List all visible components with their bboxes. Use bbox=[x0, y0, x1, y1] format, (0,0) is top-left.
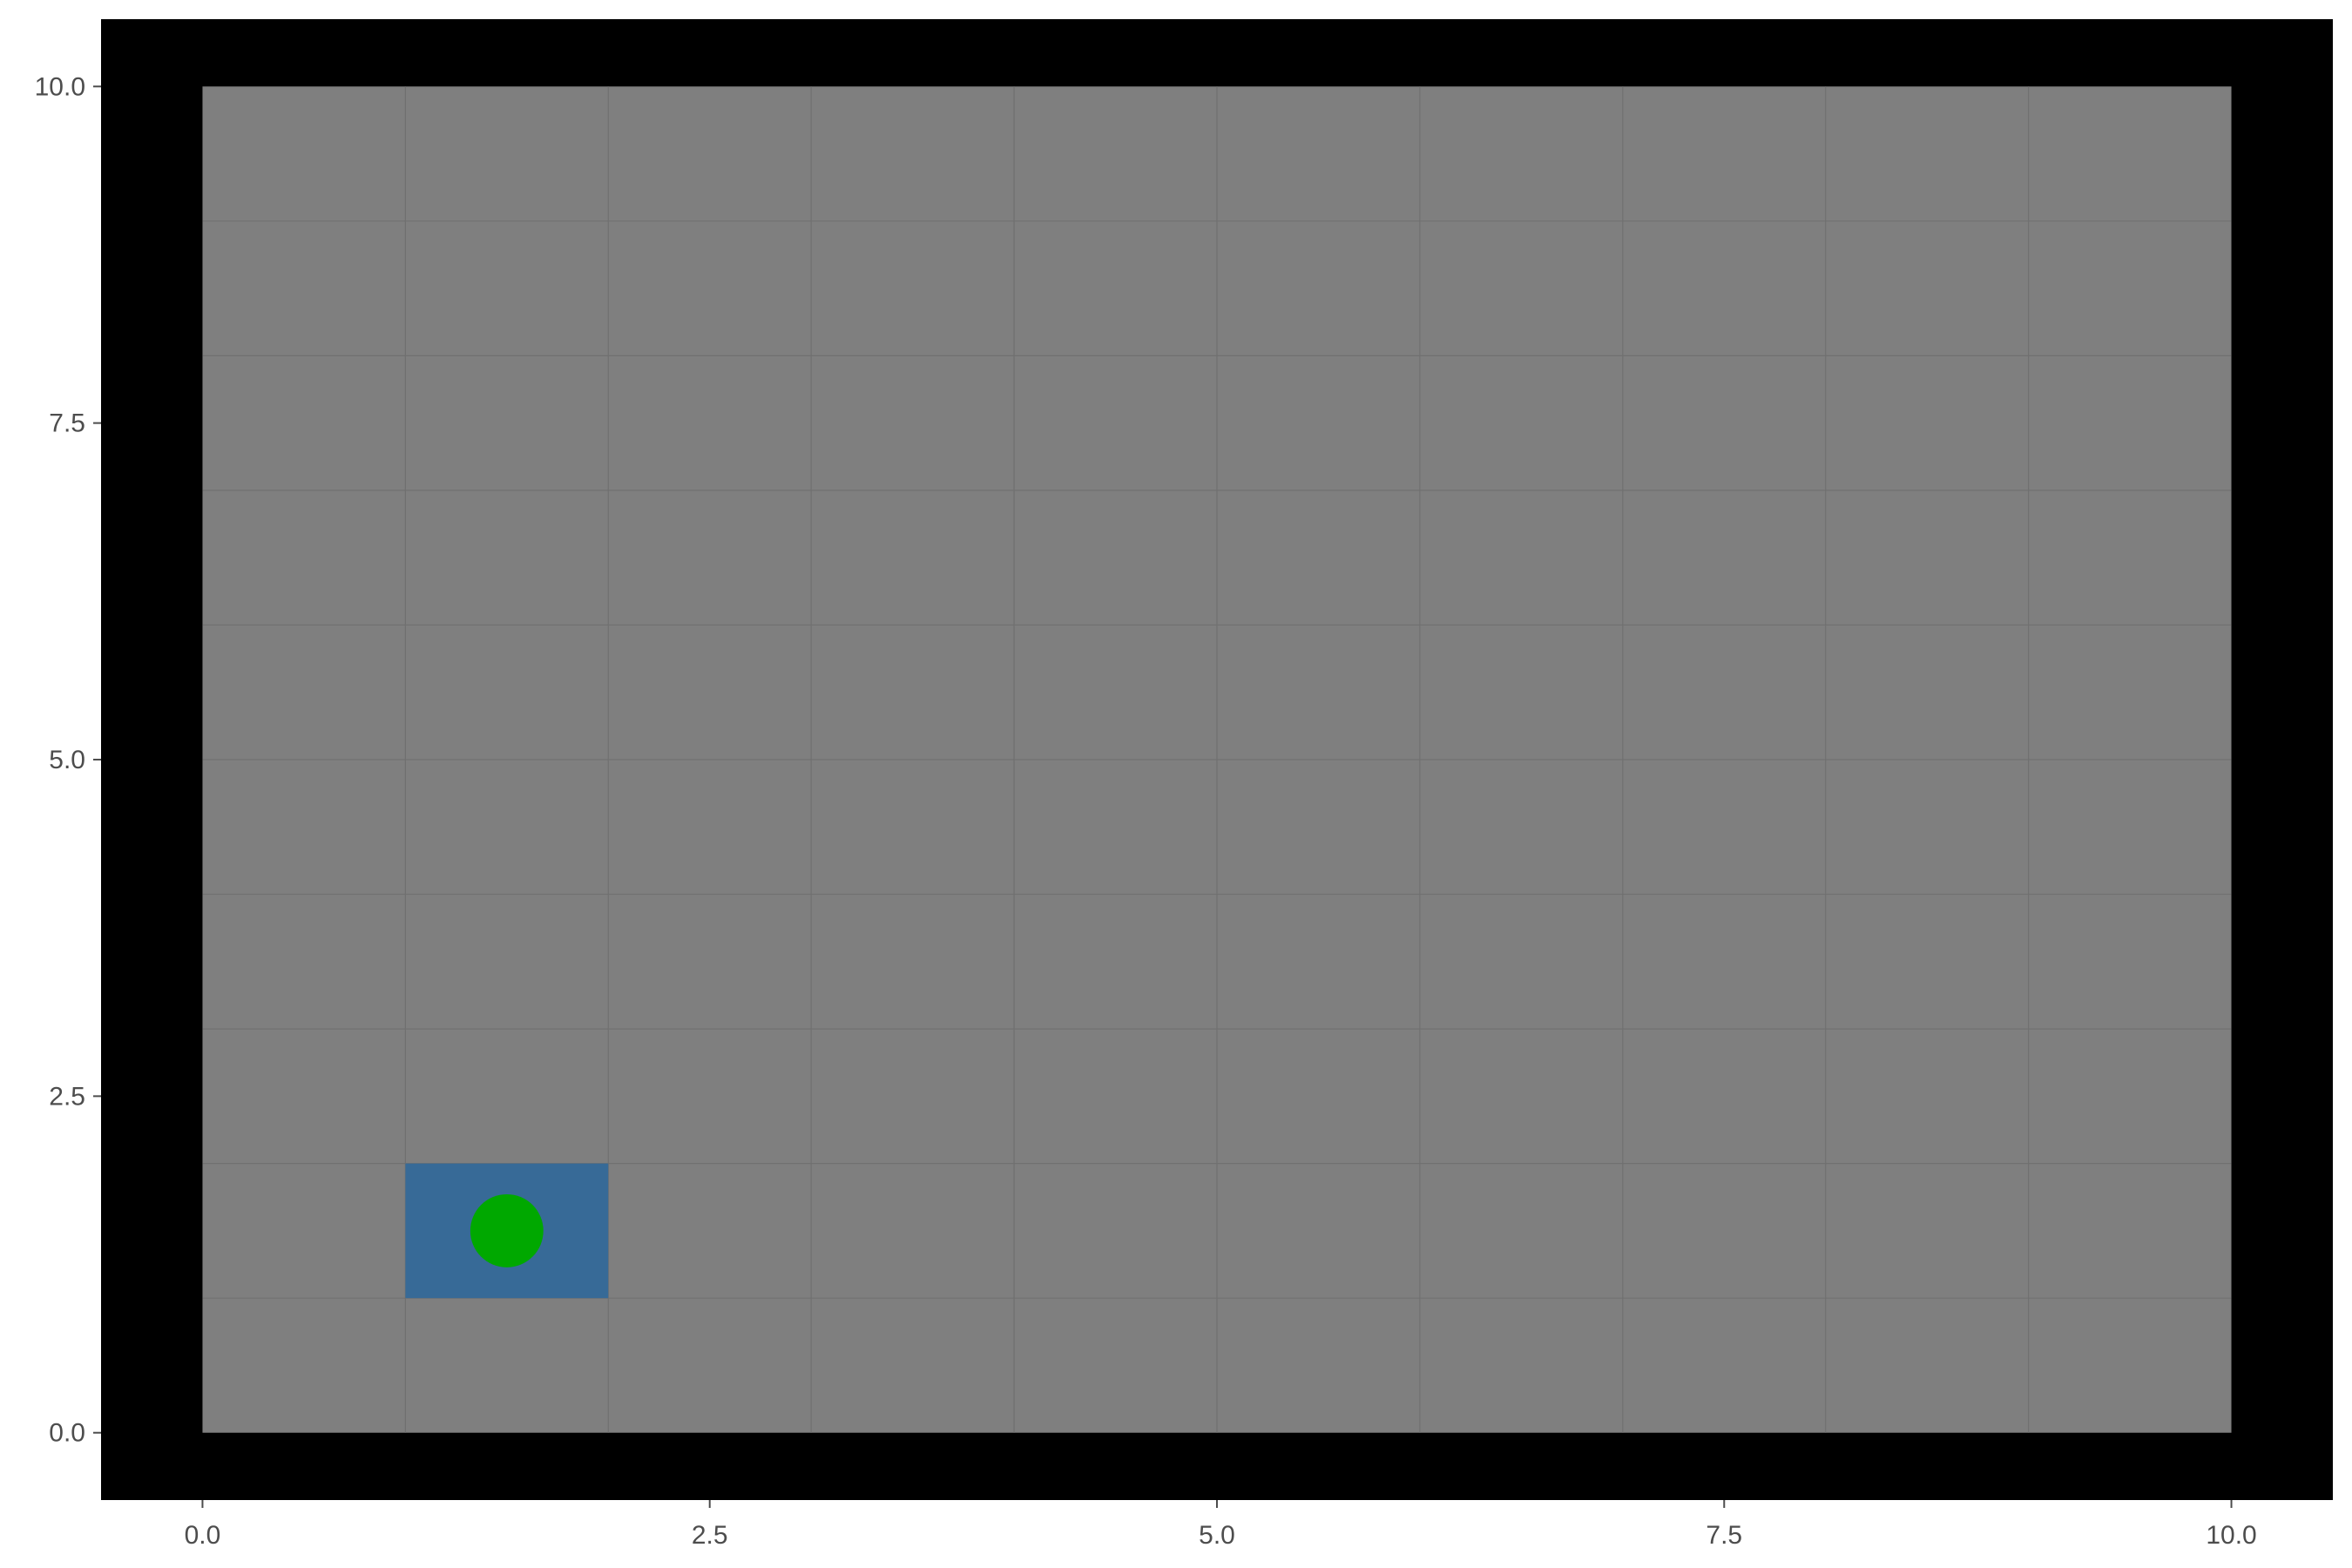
y-tick-label: 0.0 bbox=[49, 1418, 85, 1448]
y-tick-label: 10.0 bbox=[34, 72, 85, 102]
x-axis bbox=[185, 1500, 2257, 1550]
x-tick-label: 0.0 bbox=[184, 1521, 221, 1550]
y-tick-label: 7.5 bbox=[49, 409, 85, 438]
x-tick-label: 2.5 bbox=[691, 1521, 728, 1550]
y-tick-label: 5.0 bbox=[49, 746, 85, 774]
agent-marker bbox=[470, 1194, 544, 1267]
x-tick-label: 10.0 bbox=[2206, 1521, 2257, 1550]
x-tick-label: 5.0 bbox=[1199, 1521, 1235, 1550]
x-tick-label: 7.5 bbox=[1706, 1521, 1743, 1550]
y-axis bbox=[35, 72, 101, 1447]
y-tick-label: 2.5 bbox=[49, 1082, 85, 1112]
